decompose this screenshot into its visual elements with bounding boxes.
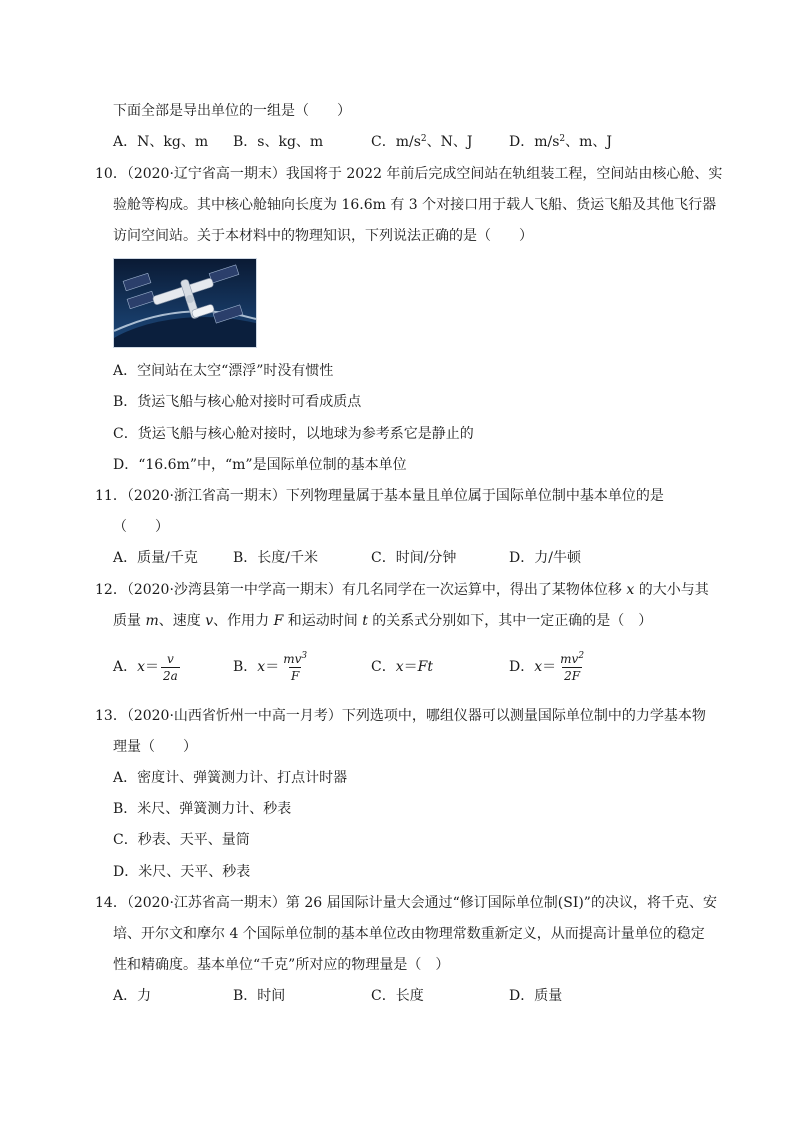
q12-option-d: D．x＝ $\frac{mv^2}{2F}$ xyxy=(509,650,585,683)
q12-option-a: A．x＝ $\frac{v}{2a}$ xyxy=(113,651,178,683)
q13-line-1: 13．（2020·山西省忻州一中高一月考）下列选项中，哪组仪器可以测量国际单位制中的力学基本物 xyxy=(95,708,706,724)
q13-option-c: C．秒表、天平、量筒 xyxy=(113,832,250,848)
q14-line-2: 培、开尔文和摩尔 4 个国际单位制的基本单位改由物理常数重新定义，从而提高计量单位的稳定 xyxy=(113,926,705,942)
q11-line-2: （ ） xyxy=(113,519,169,535)
q13-option-a: A．密度计、弹簧测力计、打点计时器 xyxy=(113,770,348,786)
q9-stem: 下面全部是导出单位的一组是（ ） xyxy=(113,103,351,119)
q14-option-d: D．质量 xyxy=(509,988,563,1004)
q14-line-1: 14．（2020·江苏省高一期末）第 26 届国际计量大会通过“修订国际单位制(SI)”的决议，将千克、安 xyxy=(95,895,717,911)
q11-option-c: C．时间/分钟 xyxy=(371,550,457,566)
q14-option-a: A．力 xyxy=(113,988,152,1004)
q9-option-b: B．s、kg、m xyxy=(233,134,324,150)
q13-option-d: D．米尺、天平、秒表 xyxy=(113,864,251,880)
q10-line-2: 验舱等构成。其中核心舱轴向长度为 16.6m 有 3 个对接口用于载人飞船、货运飞船及其他飞行器 xyxy=(113,197,717,213)
q10-option-d: D．“16.6m”中，“m”是国际单位制的基本单位 xyxy=(113,457,407,473)
q14-line-3: 性和精确度。基本单位“千克”所对应的物理量是（ ） xyxy=(113,957,450,973)
q10-line-1: 10．（2020·辽宁省高一期末）我国将于 2022 年前后完成空间站在轨组装工程，空间站由核心舱、实 xyxy=(95,166,723,182)
q9-option-d: D．$m/s^2$、m、J xyxy=(509,134,613,150)
q12-line-2: 质量 m、速度 v、作用力 F 和运动时间 t 的关系式分别如下，其中一定正确的是（ ） xyxy=(113,613,653,629)
q10-option-c: C．货运飞船与核心舱对接时，以地球为参考系它是静止的 xyxy=(113,426,474,442)
q13-option-b: B．米尺、弹簧测力计、秒表 xyxy=(113,801,292,817)
q10-line-3: 访问空间站。关于本材料中的物理知识，下列说法正确的是（ ） xyxy=(113,228,533,244)
q14-option-c: C．长度 xyxy=(371,988,424,1004)
q11-line-1: 11．（2020·浙江省高一期末）下列物理量属于基本量且单位属于国际单位制中基本单位的是 xyxy=(95,488,664,504)
q11-option-a: A．质量/千克 xyxy=(113,550,198,566)
space-station-image xyxy=(113,258,257,348)
q11-option-b: B．长度/千米 xyxy=(233,550,319,566)
q12-option-c: C．x＝Ft xyxy=(371,659,433,675)
q13-line-2: 理量（ ） xyxy=(113,739,197,755)
q14-option-b: B．时间 xyxy=(233,988,286,1004)
q9-option-a: A．N、kg、m xyxy=(113,134,209,150)
q12-option-b: B．x＝ $\frac{mv^3}{F}$ xyxy=(233,650,308,683)
q10-option-a: A．空间站在太空“漂浮”时没有惯性 xyxy=(113,363,334,379)
q10-option-b: B．货运飞船与核心舱对接时可看成质点 xyxy=(113,394,362,410)
q9-option-c: C．$m/s^2$、N、J xyxy=(371,134,473,150)
q11-option-d: D．力/牛顿 xyxy=(509,550,581,566)
q12-line-1: 12．（2020·沙湾县第一中学高一期末）有几名同学在一次运算中，得出了某物体位移 x 的大小与其 xyxy=(95,582,709,598)
